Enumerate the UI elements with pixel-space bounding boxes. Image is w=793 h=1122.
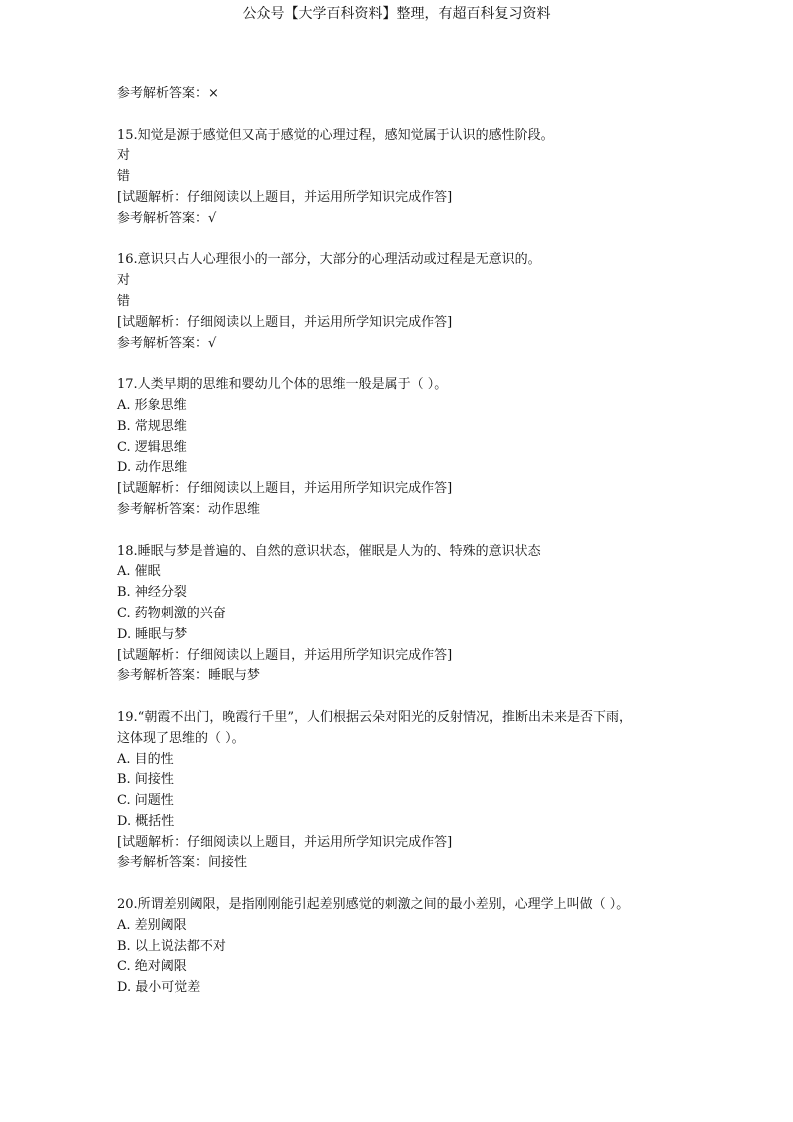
question-20 [117, 895, 717, 999]
answer-line: 参考解析答案：√ [117, 335, 217, 351]
analysis-line: [试题解析：仔细阅读以上题目，并运用所学知识完成作答] [117, 314, 453, 330]
question-19 [117, 708, 717, 874]
question-text: 20.所谓差别阈限，是指刚刚能引起差别感觉的刺激之间的最小差别，心理学上叫做（ ）。 [117, 897, 630, 913]
question-text: 17.人类早期的思维和婴幼儿个体的思维一般是属于（ ）。 [117, 377, 448, 393]
question-text-line2: 这体现了思维的（ ）。 [117, 730, 245, 746]
answer-line: 参考解析答案：间接性 [117, 855, 248, 871]
question-text-line1: 19.“朝霞不出门，晚霞行千里”，人们根据云朵对阳光的反射情况，推断出未来是否下雨， [117, 709, 632, 725]
option-a: A. 差别阈限 [117, 917, 187, 933]
option-a: A. 形象思维 [117, 397, 187, 413]
option-true: 对 [117, 148, 131, 164]
option-true: 对 [117, 273, 131, 289]
question-text: 15.知觉是源于感觉但又高于感觉的心理过程，感知觉属于认识的感性阶段。 [117, 127, 554, 143]
question-text: 18.睡眠与梦是普遍的、自然的意识状态，催眠是人为的、特殊的意识状态 [117, 543, 541, 559]
option-b: B. 以上说法都不对 [117, 938, 226, 954]
option-b: B. 常规思维 [117, 418, 187, 434]
document-body [117, 84, 717, 999]
question-text: 16.意识只占人心理很小的一部分，大部分的心理活动或过程是无意识的。 [117, 252, 541, 268]
analysis-line: [试题解析：仔细阅读以上题目，并运用所学知识完成作答] [117, 189, 453, 205]
option-c: C. 绝对阈限 [117, 959, 187, 975]
option-false: 错 [117, 293, 131, 309]
answer-line: 参考解析答案：√ [117, 210, 217, 226]
page-header: 公众号【大学百科资料】整理，有超百科复习资料 [242, 6, 551, 22]
option-false: 错 [117, 169, 131, 185]
option-c: C. 药物刺激的兴奋 [117, 605, 226, 621]
question-16 [117, 250, 717, 354]
question-15 [117, 126, 717, 230]
option-b: B. 间接性 [117, 772, 174, 788]
option-c: C. 逻辑思维 [117, 439, 187, 455]
analysis-line: [试题解析：仔细阅读以上题目，并运用所学知识完成作答] [117, 834, 453, 850]
question-17 [117, 375, 717, 521]
question-18 [117, 542, 717, 688]
option-d: D. 最小可觉差 [117, 980, 201, 996]
option-d: D. 概括性 [117, 813, 175, 829]
option-a: A. 目的性 [117, 751, 174, 767]
option-d: D. 动作思维 [117, 460, 188, 476]
answer-line: 参考解析答案：睡眠与梦 [117, 668, 261, 684]
option-d: D. 睡眠与梦 [117, 626, 188, 642]
option-c: C. 问题性 [117, 793, 174, 809]
option-b: B. 神经分裂 [117, 585, 187, 601]
analysis-line: [试题解析：仔细阅读以上题目，并运用所学知识完成作答] [117, 481, 453, 497]
answer-line: 参考解析答案：动作思维 [117, 501, 261, 517]
analysis-line: [试题解析：仔细阅读以上题目，并运用所学知识完成作答] [117, 647, 453, 663]
answer-line: 参考解析答案：× [117, 86, 219, 101]
option-a: A. 催眠 [117, 564, 161, 580]
